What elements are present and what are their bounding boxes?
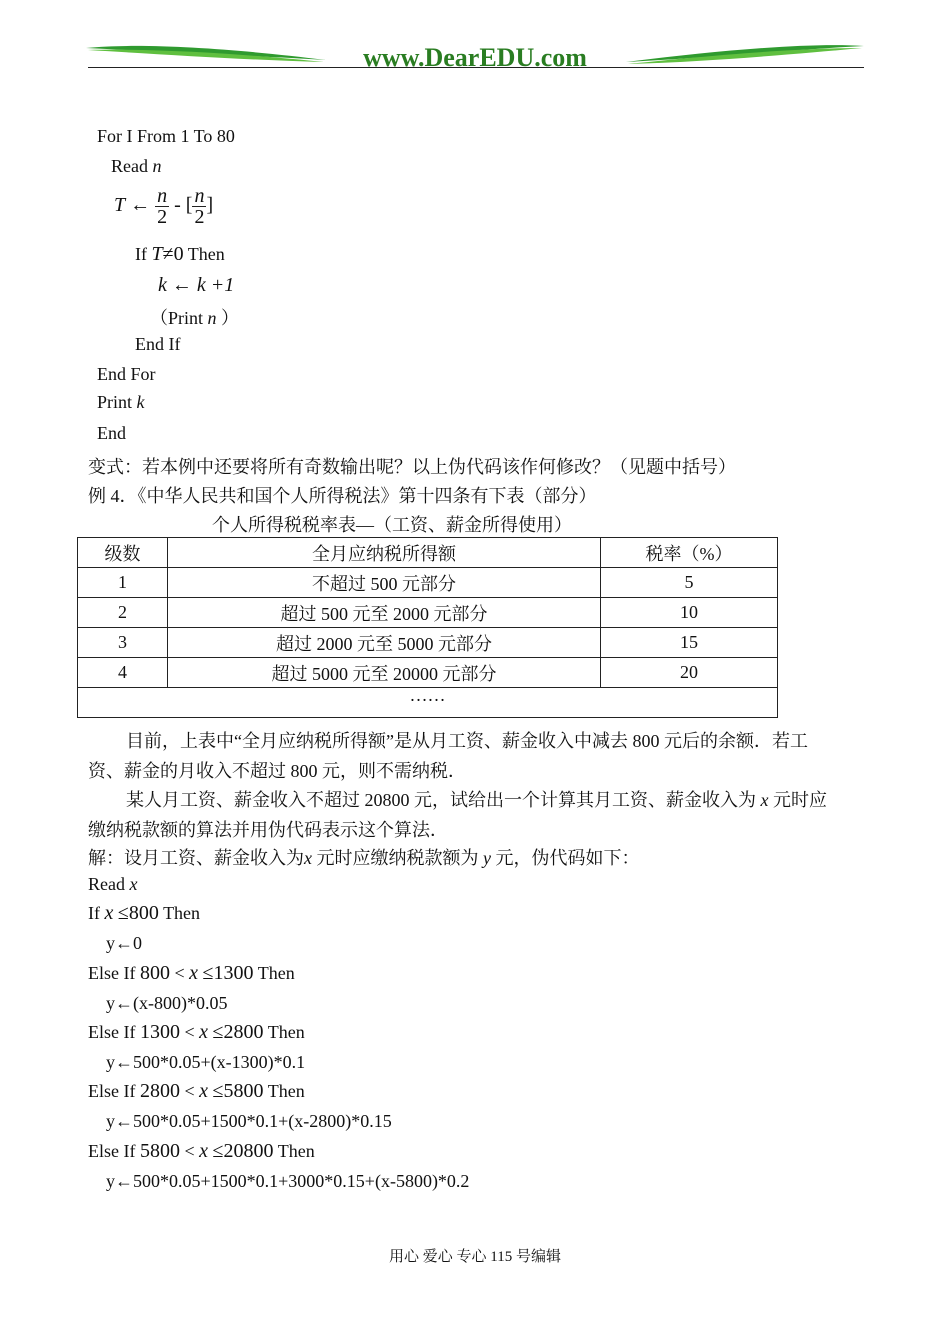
cond-lt: < [184,1141,195,1161]
table-row [78,628,778,658]
if-keyword: If [135,244,147,264]
cond-high: ≤1300 [202,962,254,984]
fraction-numerator: n [194,185,205,207]
tax-code-y1: y←(x-800)*0.05 [106,993,228,1013]
cond-lt: < [174,963,185,983]
tax-rate-table [77,537,778,718]
tax-code-read [88,874,137,895]
cond-limit: ≤800 [117,902,159,924]
cond-x: x [199,1021,209,1043]
cell-ellipsis: …… [78,688,778,718]
table-ellipsis-row [78,688,778,718]
paragraph-1-line-1: 目前，上表中“全月应纳税所得额”是从月工资、薪金收入中减去 800 元后的余额．若工 [126,731,808,751]
minus-sign: - [174,194,181,217]
header-rule [88,67,864,68]
code-if-line [135,243,225,266]
cond-high: ≤5800 [212,1080,264,1102]
code-print-n-line [150,304,239,330]
fraction-n-over-2 [155,186,169,227]
cond-lt: < [184,1022,195,1042]
cell-amount: 不超过 500 元部分 [168,568,601,598]
print-open: （Print [150,308,204,328]
left-bracket: [ [185,194,193,217]
then-keyword: Then [163,903,201,923]
assign-arrow: ← [130,194,151,217]
then-keyword: Then [187,244,225,264]
solution-mid: 元时应缴纳税款额为 [316,848,479,868]
site-logo-text: www.DearEDU.com [363,43,587,72]
then-keyword: Then [267,1081,305,1101]
table-row [78,568,778,598]
cond-low: 2800 [139,1080,180,1102]
cond-lt: < [184,1081,195,1101]
table-header-row [78,538,778,568]
code-assign-line [114,186,213,227]
solution-line [88,844,640,870]
cond-high: ≤2800 [212,1021,264,1043]
then-keyword: Then [257,963,295,983]
elseif-keyword: Else If [88,1022,136,1042]
paragraph-2-pre: 某人月工资、薪金收入不超过 20800 元，试给出一个计算其月工资、薪金收入为 [126,790,756,810]
read-keyword: Read [88,874,125,894]
elseif-keyword: Else If [88,963,136,983]
cond-low: 5800 [139,1140,180,1162]
tax-code-y4: y←500*0.05+1500*0.1+3000*0.15+(x-5800)*0.2 [106,1171,470,1191]
page-footer: 用心 爱心 专心 115 号编辑 [389,1249,561,1265]
solution-post: 元，伪代码如下： [495,848,640,868]
tax-code-if [88,902,200,925]
print-keyword: Print [97,392,133,412]
code-k-increment: k ← k +1 [158,274,235,296]
code-read-line [111,156,161,177]
example-4-heading: 例 4．《中华人民共和国个人所得税法》第十四条有下表（部分） [88,486,597,506]
header-amount: 全月应纳税所得额 [168,538,601,568]
fraction-n-over-2-floor [192,186,206,227]
header-rate: 税率（%） [601,538,778,568]
fraction-denominator: 2 [157,206,168,228]
if-keyword: If [88,903,100,923]
paragraph-2-line-1 [126,786,827,812]
tax-code-elseif-1 [88,962,295,985]
tax-code-elseif-2 [88,1021,305,1044]
tax-code-elseif-4 [88,1140,315,1163]
cell-rate: 10 [601,598,778,628]
solution-y: y [483,848,491,868]
cell-level: 4 [78,658,168,688]
paragraph-2-post: 元时应 [773,790,827,810]
fraction-denominator: 2 [194,206,205,228]
print-close: ） [221,308,240,328]
code-end-if: End If [135,334,181,354]
elseif-keyword: Else If [88,1141,136,1161]
solution-x: x [304,848,312,868]
cell-level: 2 [78,598,168,628]
cond-x: x [189,962,199,984]
cell-amount: 超过 2000 元至 5000 元部分 [168,628,601,658]
then-keyword: Then [267,1022,305,1042]
table-row [78,658,778,688]
cond-low: 1300 [139,1021,180,1043]
then-keyword: Then [277,1141,315,1161]
header-level: 级数 [78,538,168,568]
code-for-line: For I From 1 To 80 [97,126,235,146]
cell-amount: 超过 500 元至 2000 元部分 [168,598,601,628]
tax-code-elseif-3 [88,1080,305,1103]
cond-high: ≤20800 [212,1140,274,1162]
code-end: End [97,423,126,443]
right-bracket: ] [206,194,214,217]
solution-pre: 解：设月工资、薪金收入为 [88,848,304,868]
variant-question: 变式：若本例中还要将所有奇数输出呢？以上伪代码该作何修改？（见题中括号） [88,457,736,477]
paragraph-2-line-2: 缴纳税款额的算法并用伪代码表示这个算法． [88,820,448,840]
cell-level: 3 [78,628,168,658]
table-row [78,598,778,628]
table-caption: 个人所得税税率表—（工资、薪金所得使用） [212,515,572,535]
elseif-keyword: Else If [88,1081,136,1101]
cond-x: x [199,1140,209,1162]
read-x-var: x [129,874,138,894]
print-k-var: k [136,392,145,412]
cond-low: 800 [139,962,170,984]
cond-x: x [104,902,114,924]
paragraph-2-x: x [760,790,769,810]
paragraph-1-line-2: 资、薪金的月收入不超过 800 元，则不需纳税． [88,761,466,781]
read-keyword: Read [111,156,148,176]
cell-rate: 5 [601,568,778,598]
tax-code-y2: y←500*0.05+(x-1300)*0.1 [106,1052,306,1072]
if-cond-var: T [151,243,163,265]
read-var: n [152,156,162,176]
cell-amount: 超过 5000 元至 20000 元部分 [168,658,601,688]
cell-level: 1 [78,568,168,598]
tax-code-y0: y←0 [106,933,142,953]
cond-x: x [199,1080,209,1102]
tax-code-y3: y←500*0.05+1500*0.1+(x-2800)*0.15 [106,1111,392,1131]
cell-rate: 15 [601,628,778,658]
fraction-numerator: n [157,185,168,207]
t-var: T [114,194,126,217]
cell-rate: 20 [601,658,778,688]
code-print-k [97,392,145,413]
if-cond-rest: ≠0 [162,243,184,265]
code-end-for: End For [97,364,156,384]
print-n-var: n [207,308,217,328]
